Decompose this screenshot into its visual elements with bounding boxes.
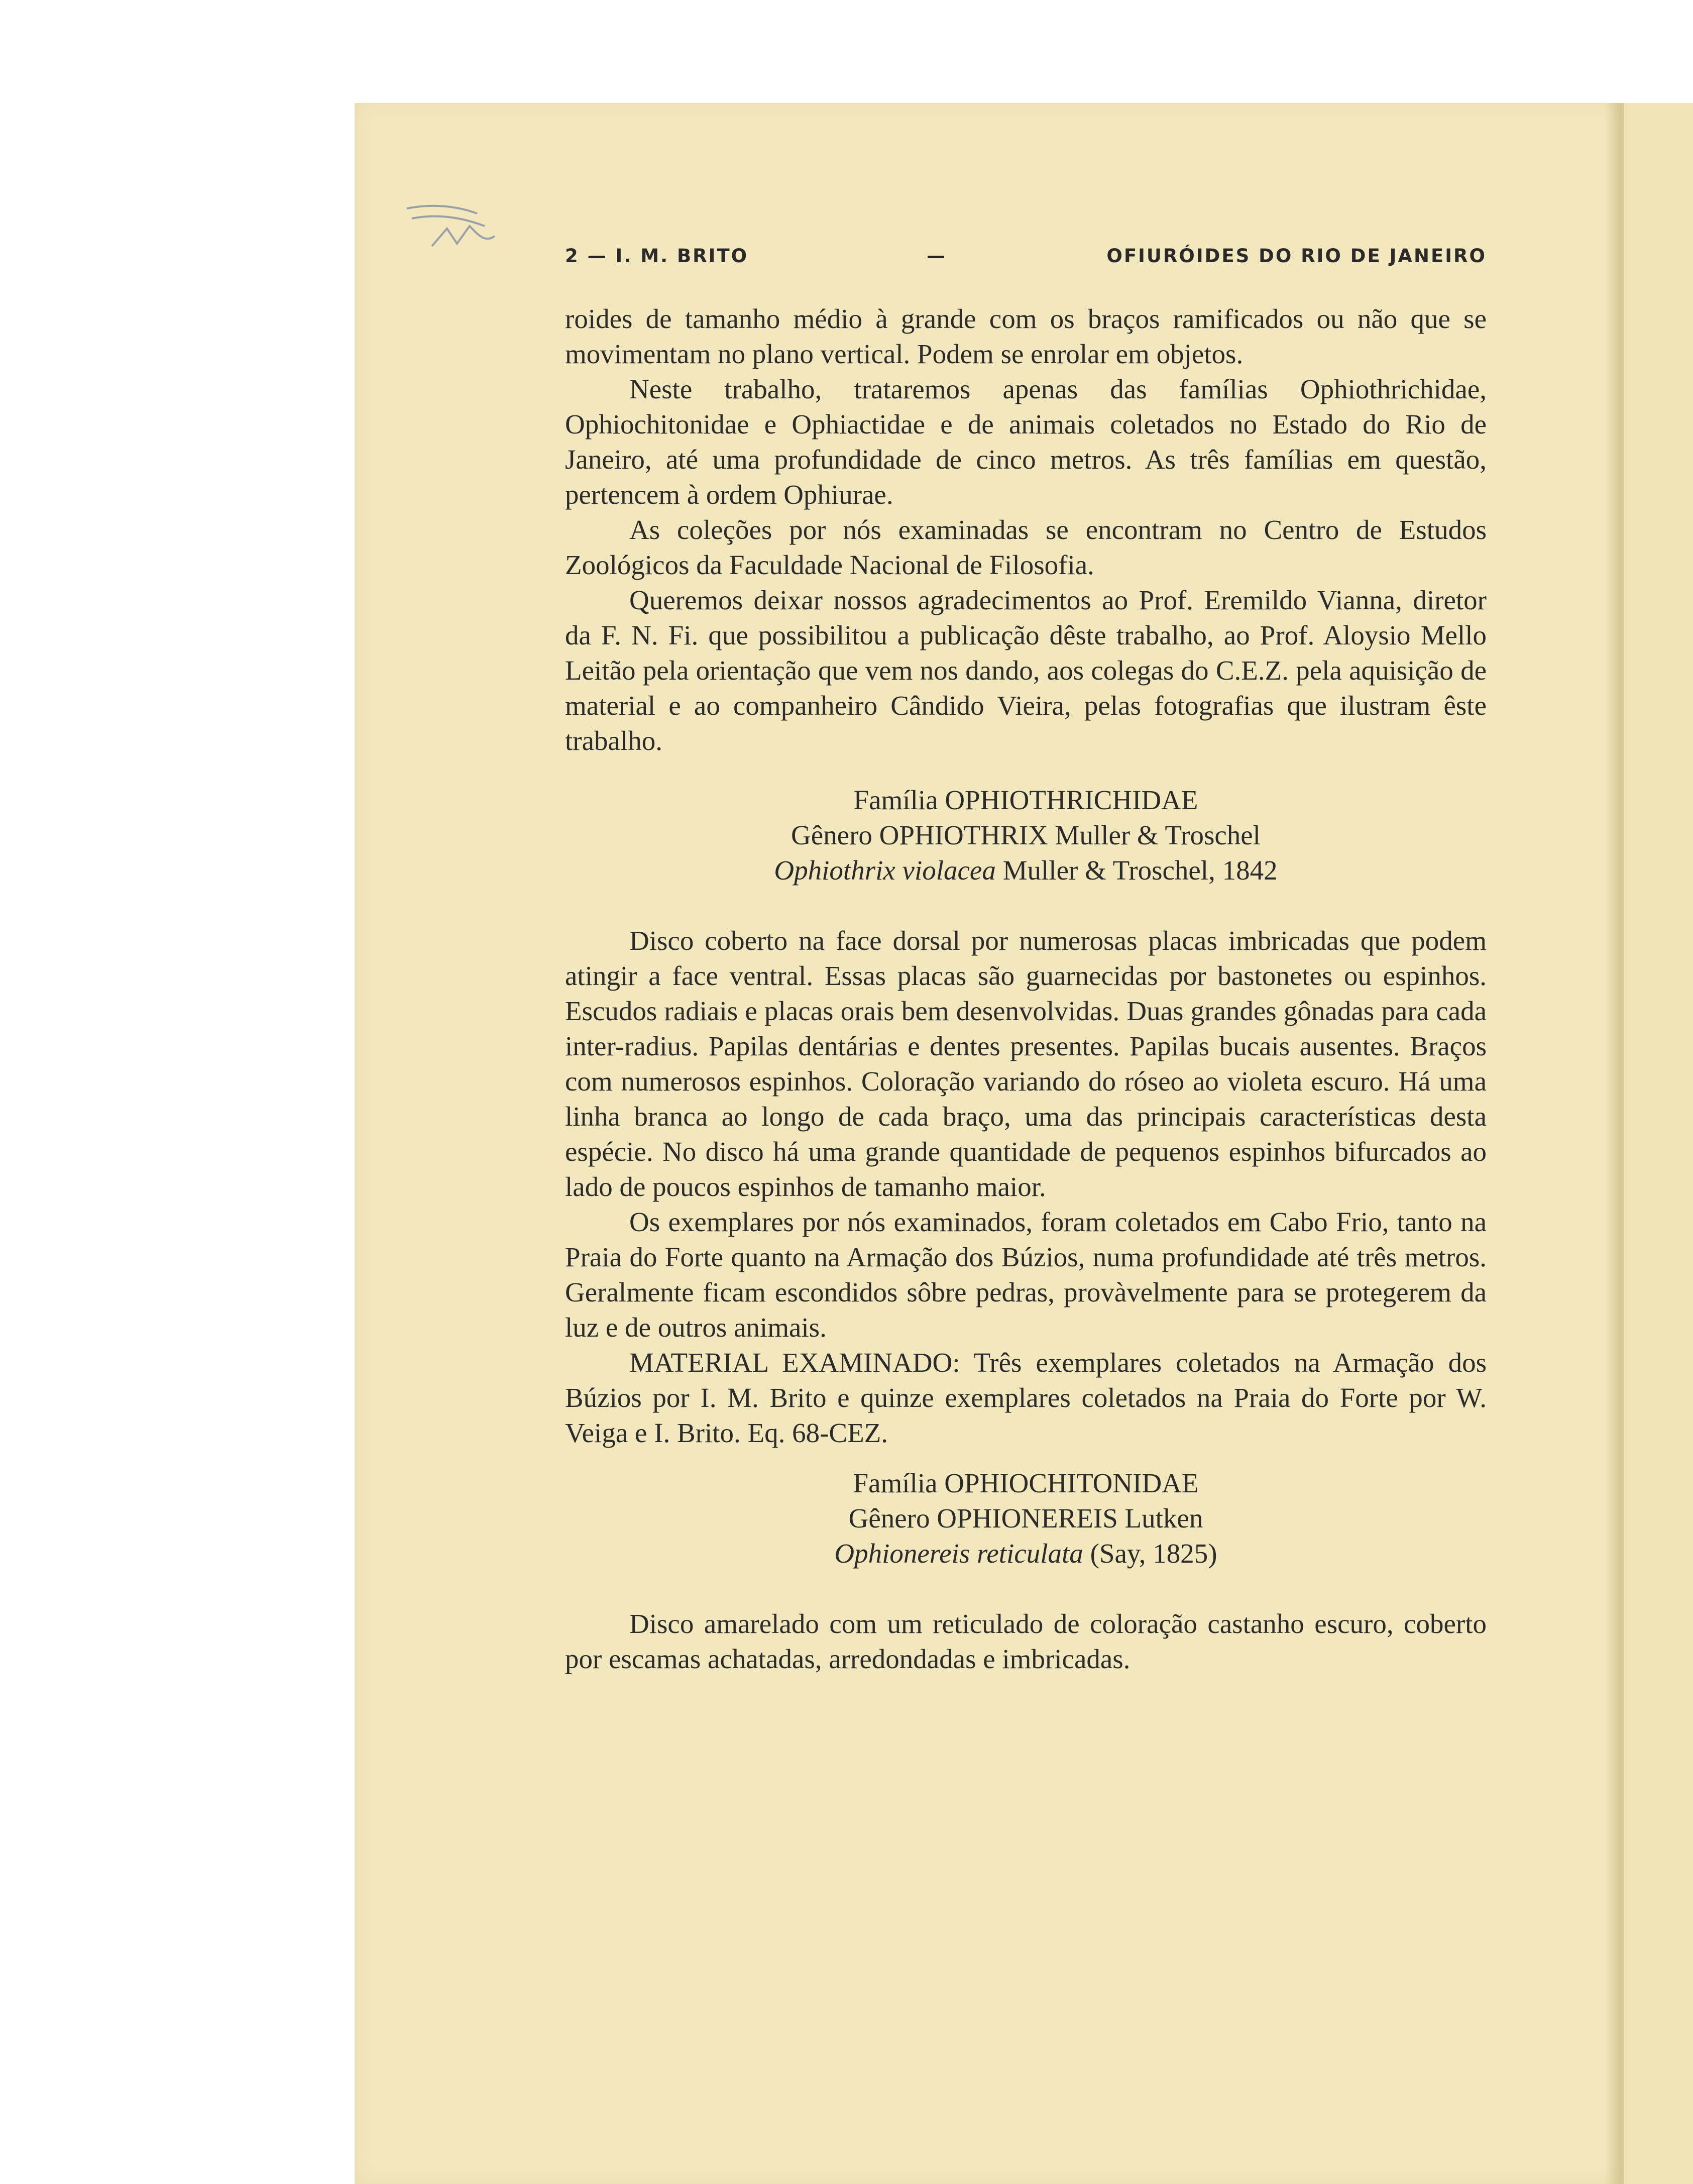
adjacent-page-edge xyxy=(1621,103,1693,2184)
paragraph-scope: Neste trabalho, trataremos apenas das famílias Ophiothrichidae, Ophiochitonidae e Ophiactidae e de animais coletados no Estado do Rio de Janeiro, até uma profundidade de cinco metros. As três famílias em questão, pertencem à ordem Ophiurae. xyxy=(565,374,1487,510)
running-head-title: OFIURÓIDES DO RIO DE JANEIRO xyxy=(1106,245,1487,267)
species-author: Muller & Troschel, 1842 xyxy=(995,855,1278,886)
paragraph-acknowledgements: Queremos deixar nossos agradecimentos ao Prof. Eremildo Vianna, diretor da F. N. Fi. que possibilitou a publicação dêste trabalho, ao Prof. Aloysio Mello Leitão pela orientação que vem nos dando, aos colegas do C.E.Z. pela aquisição de material e ao companheiro Cândido Vieira, pelas fotografias que ilustram êste trabalho. xyxy=(565,585,1487,756)
body-text xyxy=(565,301,1487,1677)
running-head xyxy=(565,245,1487,273)
paragraph-collection-site: Os exemplares por nós examinados, foram coletados em Cabo Frio, tanto na Praia do Forte quanto na Armação dos Búzios, numa profundidade até três metros. Geralmente ficam escondidos sôbre pedras, provàvelmente para se protegerem da luz e de outros animais. xyxy=(565,1207,1487,1343)
paragraph-continuation: roides de tamanho médio à grande com os braços ramificados ou não que se movimentam no plano vertical. Podem se enrolar em objetos. xyxy=(565,303,1487,369)
species-author: (Say, 1825) xyxy=(1083,1538,1217,1569)
running-head-separator: — xyxy=(927,245,947,267)
family-heading-ophiochitonidae: Família OPHIOCHITONIDAE xyxy=(853,1468,1199,1498)
family-heading-ophiothrichidae: Família OPHIOTHRICHIDAE xyxy=(853,785,1198,815)
genus-heading-ophiothrix: Gênero OPHIOTHRIX Muller & Troschel xyxy=(791,820,1261,850)
paragraph-material-examined: MATERIAL EXAMINADO: Três exemplares coletados na Armação dos Búzios por I. M. Brito e quinze exemplares coletados na Praia do Forte por W. Veiga e I. Brito. Eq. 68-CEZ. xyxy=(565,1347,1487,1448)
paragraph-description-violacea: Disco coberto na face dorsal por numerosas placas imbricadas que podem atingir a face ventral. Essas placas são guarnecidas por bastonetes ou espinhos. Escudos radiais e placas orais bem desenvolvidas. Duas grandes gônadas para cada inter-radius. Papilas dentárias e dentes presentes. Papilas bucais ausentes. Braços com numerosos espinhos. Coloração variando do róseo ao violeta escuro. Há uma linha branca ao longo de cada braço, uma das principais características desta espécie. No disco há uma grande quantidade de pequenos espinhos bifurcados ao lado de poucos espinhos de tamanho maior. xyxy=(565,925,1487,1202)
pencil-annotation-icon xyxy=(402,198,502,264)
species-heading-ophionereis-reticulata xyxy=(565,1536,1487,1571)
species-heading-ophiothrix-violacea xyxy=(565,853,1487,888)
species-name: Ophionereis reticulata xyxy=(834,1538,1083,1569)
genus-heading-ophionereis: Gênero OPHIONEREIS Lutken xyxy=(848,1503,1203,1534)
running-head-author: 2 — I. M. BRITO xyxy=(565,245,749,267)
paragraph-description-reticulata: Disco amarelado com um reticulado de coloração castanho escuro, coberto por escamas achatadas, arredondadas e imbricadas. xyxy=(565,1608,1487,1674)
paragraph-collections: As coleções por nós examinadas se encontram no Centro de Estudos Zoológicos da Faculdade Nacional de Filosofia. xyxy=(565,514,1487,580)
species-name: Ophiothrix violacea xyxy=(774,855,996,886)
